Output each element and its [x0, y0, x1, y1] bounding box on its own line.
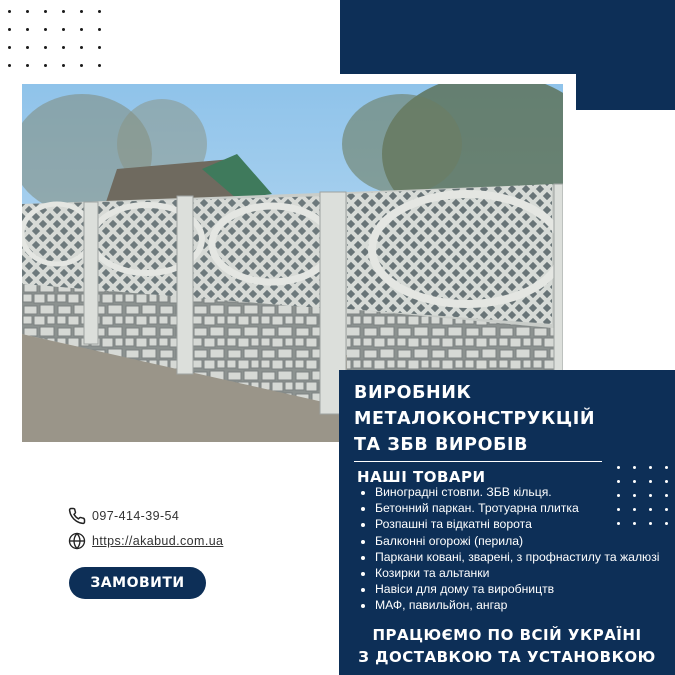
dot-grid-decoration-top: [8, 10, 102, 67]
contact-phone[interactable]: [68, 507, 179, 525]
headline-line: МЕТАЛОКОНСТРУКЦІЙ: [354, 409, 596, 429]
list-item: Розпашні та відкатні ворота: [359, 516, 660, 532]
divider-line: [354, 461, 602, 462]
list-item: Паркани ковані, зварені, з профнастилу та жалюзі: [359, 549, 660, 565]
dot-grid-decoration-right: [617, 466, 669, 525]
list-item: Виноградні стовпи. ЗБВ кільця.: [359, 484, 660, 500]
list-item: МАФ, павильйон, ангар: [359, 597, 660, 613]
list-item: Навіси для дому та виробництв: [359, 581, 660, 597]
headline: [354, 380, 595, 458]
contact-website[interactable]: [68, 532, 223, 550]
slogan-line: З ДОСТАВКОЮ ТА УСТАНОВКОЮ: [358, 648, 656, 666]
list-item: Балконні огорожі (перила): [359, 533, 660, 549]
headline-line: ТА ЗБВ ВИРОБІВ: [354, 435, 529, 455]
products-list: [359, 484, 660, 614]
slogan-line: ПРАЦЮЄМО ПО ВСІЙ УКРАЇНІ: [372, 626, 642, 644]
phone-icon: [68, 507, 86, 525]
headline-line: ВИРОБНИК: [354, 383, 472, 403]
order-button[interactable]: ЗАМОВИТИ: [69, 567, 206, 599]
website-link[interactable]: https://akabud.com.ua: [92, 534, 224, 548]
list-item: Козирки та альтанки: [359, 565, 660, 581]
globe-icon: [68, 532, 86, 550]
slogan: [339, 624, 675, 668]
products-title: НАШІ ТОВАРИ: [357, 468, 486, 486]
phone-number[interactable]: 097-414-39-54: [92, 509, 180, 523]
list-item: Бетонний паркан. Тротуарна плитка: [359, 500, 660, 516]
